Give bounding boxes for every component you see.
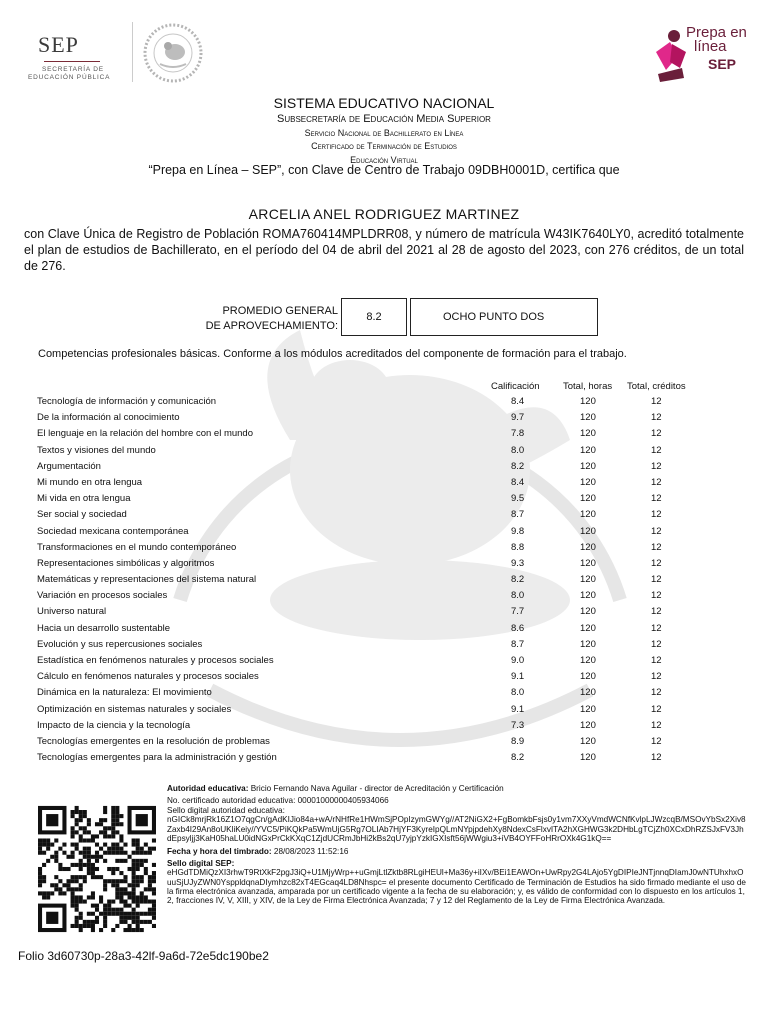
subject-calificacion: 9.1: [511, 703, 525, 715]
table-row: [0, 394, 768, 410]
subject-name: Mi mundo en otra lengua: [37, 476, 143, 488]
subject-name: Tecnologías emergentes en la resolución de problemas: [37, 735, 270, 747]
subject-name: Variación en procesos sociales: [37, 590, 168, 602]
fecha-label: Fecha y hora del timbrado:: [167, 847, 272, 857]
subject-horas: 120: [580, 703, 596, 715]
subject-calificacion: 8.7: [511, 638, 525, 650]
table-row: [0, 540, 768, 556]
subtitle-subsecretaria: Subsecretaría de Educación Media Superior: [277, 113, 491, 125]
table-row: [0, 426, 768, 442]
subject-calificacion: 8.8: [511, 541, 525, 553]
sello-autoridad-label: Sello digital autoridad educativa:: [167, 805, 285, 815]
table-row: [0, 507, 768, 523]
subtitle-educacion-virtual: Educación Virtual: [350, 155, 418, 165]
table-row: [0, 556, 768, 572]
subject-creditos: 12: [651, 671, 662, 683]
subject-calificacion: 9.8: [511, 525, 525, 537]
subject-calificacion: 9.0: [511, 655, 525, 666]
subject-creditos: 12: [651, 396, 662, 407]
subject-name: Cálculo en fenómenos naturales y procesos sociales: [37, 671, 259, 683]
subject-creditos: 12: [651, 687, 662, 699]
subject-horas: 120: [580, 752, 596, 764]
subject-horas: 120: [580, 444, 596, 456]
qr-code-icon: [38, 805, 156, 933]
promedio-label-line2: DE APROVECHAMIENTO:: [205, 320, 338, 332]
subject-creditos: 12: [651, 525, 662, 537]
footer-signatures: [167, 784, 747, 906]
table-row: [0, 621, 768, 637]
folio: Folio 3d60730p-28a3-42lf-9a6d-72e5dc190be2: [18, 949, 269, 963]
subject-name: El lenguaje en la relación del hombre con el mundo: [37, 428, 253, 440]
subject-creditos: 12: [651, 590, 662, 602]
subject-horas: 120: [580, 509, 596, 521]
subject-creditos: 12: [651, 752, 662, 764]
subject-horas: 120: [580, 460, 596, 472]
sello-sep-value: eHGdTDMiQzXI3rhwT9RtXkF2pgJ3iQ+U1MjyWrp++uGmjLtlZktb8RLgiHEUl+Ma36y+iIXv/BEi1EAWOn+UwRpy2G4LAjo5YgDIPIeJNTjnnqDIamJ0wNTUhxhxOuuSjUJyZWN0YsppldqnaDIymhzc82xT4EGcaq4LD8Nhspc=: [167, 868, 744, 887]
subject-creditos: 12: [651, 541, 662, 553]
table-row: [0, 669, 768, 685]
subject-name: Universo natural: [37, 606, 107, 618]
subject-name: Hacia un desarrollo sustentable: [37, 622, 171, 634]
table-row: [0, 685, 768, 701]
subject-creditos: 12: [651, 622, 662, 634]
promedio-label: [180, 304, 338, 334]
subject-calificacion: 8.0: [511, 444, 525, 456]
prepa-logo-text: [686, 26, 747, 54]
prepa-logo-sep: SEP: [708, 56, 737, 72]
table-row: [0, 491, 768, 507]
subject-name: Evolución y sus repercusiones sociales: [37, 638, 203, 650]
subject-horas: 120: [580, 735, 596, 747]
student-paragraph: con Clave Única de Registro de Población ROMA760414MPLDRR08, y número de matrícula W43IK7640LY0, acreditó totalmente el plan de estudios de Bachillerato, en el período del 04 de abril del 2021 al 28 de agosto del 2023, con 276 créditos, de un total de 276.: [24, 227, 744, 273]
header-calificacion: Calificación: [491, 381, 540, 392]
table-row: [0, 734, 768, 750]
subject-name: Argumentación: [37, 460, 101, 472]
table-row: [0, 750, 768, 766]
subject-calificacion: 8.6: [511, 622, 525, 634]
autoridad-label: Autoridad educativa:: [167, 784, 249, 793]
subject-calificacion: 8.4: [511, 476, 525, 488]
subject-name: Estadística en fenómenos naturales y procesos sociales: [37, 655, 274, 666]
table-row: [0, 524, 768, 540]
sep-logo: [14, 22, 126, 80]
table-row: [0, 410, 768, 426]
subject-creditos: 12: [651, 428, 662, 440]
subject-horas: 120: [580, 428, 596, 440]
subject-creditos: 12: [651, 493, 662, 505]
certifies-statement: “Prepa en Línea – SEP”, con Clave de Centro de Trabajo 09DBH0001D, certifica que: [148, 163, 620, 177]
subject-horas: 120: [580, 476, 596, 488]
subject-creditos: 12: [651, 460, 662, 472]
subject-calificacion: 9.1: [511, 671, 525, 683]
subject-calificacion: 8.2: [511, 574, 525, 586]
subject-horas: 120: [580, 412, 596, 424]
subject-horas: 120: [580, 687, 596, 699]
subject-creditos: 12: [651, 655, 662, 666]
table-row: [0, 572, 768, 588]
fecha-value: 28/08/2023 11:52:16: [273, 847, 349, 857]
student-name: ARCELIA ANEL RODRIGUEZ MARTINEZ: [248, 206, 520, 222]
subject-name: Textos y visiones del mundo: [37, 444, 156, 456]
subtitle-servicio: Servicio Nacional de Bachillerato en Línea: [304, 128, 464, 138]
promedio-words: OCHO PUNTO DOS: [410, 298, 598, 336]
subject-name: De la información al conocimiento: [37, 412, 180, 424]
legal-text: el presente documento Certificado de Terminación de Estudios ha sido firmado mediante el uso de la firma electrónica avanzada, amparada por un certificado vigente a la fecha de su elaboración; y, es válido de conformidad con lo dispuesto en los artículos 1, 2, fracciones IV, V, XIII, y XIV, de la Ley de Firma Electrónica Avanzada; 7 y 12 del Reglamento de la Ley de Firma Electrónica Avanzada.: [167, 877, 746, 906]
subject-horas: 120: [580, 574, 596, 586]
subject-creditos: 12: [651, 638, 662, 650]
subject-calificacion: 8.7: [511, 509, 525, 521]
subject-creditos: 12: [651, 557, 662, 569]
subject-calificacion: 9.5: [511, 493, 525, 505]
header-divider: [132, 22, 133, 82]
table-row: [0, 637, 768, 653]
subject-name: Representaciones simbólicas y algoritmos: [37, 557, 215, 569]
table-row: [0, 604, 768, 620]
escudo-nacional-icon: [142, 22, 204, 84]
subject-calificacion: 7.3: [511, 719, 525, 731]
subject-name: Tecnologías emergentes para la administración y gestión: [37, 752, 277, 764]
subject-horas: 120: [580, 719, 596, 731]
table-row: [0, 475, 768, 491]
prepa-en-linea-logo: [652, 22, 756, 84]
subject-calificacion: 8.2: [511, 752, 525, 764]
subject-horas: 120: [580, 396, 596, 407]
subject-horas: 120: [580, 622, 596, 634]
subject-name: Dinámica en la naturaleza: El movimiento: [37, 687, 212, 699]
subject-calificacion: 8.4: [511, 396, 525, 407]
subject-calificacion: 8.0: [511, 590, 525, 602]
sep-logo-line1: SECRETARÍA DE: [42, 66, 104, 73]
subject-calificacion: 8.2: [511, 460, 525, 472]
table-row: [0, 653, 768, 669]
subject-calificacion: 7.7: [511, 606, 525, 618]
subject-creditos: 12: [651, 735, 662, 747]
subject-calificacion: 9.7: [511, 412, 525, 424]
subject-horas: 120: [580, 541, 596, 553]
subject-creditos: 12: [651, 509, 662, 521]
table-row: [0, 443, 768, 459]
sep-logo-text: SEP: [38, 32, 79, 57]
no-certificado: No. certificado autoridad educativa: 00001000000405934066: [167, 796, 389, 806]
subject-calificacion: 9.3: [511, 557, 525, 569]
sep-logo-line2: EDUCACIÓN PÚBLICA: [28, 74, 111, 81]
subject-horas: 120: [580, 493, 596, 505]
sep-logo-bar: [44, 61, 100, 62]
header-total-creditos: Total, créditos: [627, 381, 686, 392]
subject-horas: 120: [580, 525, 596, 537]
subject-creditos: 12: [651, 412, 662, 424]
subject-creditos: 12: [651, 606, 662, 618]
prepa-logo-line1: Prepa en: [686, 24, 747, 41]
subtitle-certificado: Certificado de Terminación de Estudios: [311, 141, 457, 151]
document-title: SISTEMA EDUCATIVO NACIONAL: [273, 95, 495, 111]
subject-creditos: 12: [651, 476, 662, 488]
table-row: [0, 718, 768, 734]
subject-calificacion: 8.9: [511, 735, 525, 747]
table-row: [0, 459, 768, 475]
subject-calificacion: 7.8: [511, 428, 525, 440]
subject-name: Tecnología de información y comunicación: [37, 396, 217, 407]
subject-creditos: 12: [651, 719, 662, 731]
subject-horas: 120: [580, 590, 596, 602]
header-total-horas: Total, horas: [563, 381, 613, 392]
subject-horas: 120: [580, 655, 596, 666]
subject-horas: 120: [580, 606, 596, 618]
subject-horas: 120: [580, 671, 596, 683]
subject-creditos: 12: [651, 703, 662, 715]
autoridad-value: Bricio Fernando Nava Aguilar - director de Acreditación y Certificación: [250, 784, 504, 793]
subject-horas: 120: [580, 638, 596, 650]
subject-calificacion: 8.0: [511, 687, 525, 699]
table-row: [0, 588, 768, 604]
prepa-logo-line2: línea: [694, 38, 727, 55]
promedio-value: 8.2: [341, 298, 407, 336]
subject-name: Ser social y sociedad: [37, 509, 127, 521]
subject-name: Sociedad mexicana contemporánea: [37, 525, 189, 537]
subject-name: Optimización en sistemas naturales y sociales: [37, 703, 232, 715]
subjects-table: [0, 394, 768, 766]
subject-name: Transformaciones en el mundo contemporáneo: [37, 541, 237, 553]
subject-horas: 120: [580, 557, 596, 569]
subject-name: Impacto de la ciencia y la tecnología: [37, 719, 191, 731]
sello-sep-label: Sello digital SEP:: [167, 858, 235, 868]
table-row: [0, 702, 768, 718]
subject-name: Mi vida en otra lengua: [37, 493, 131, 505]
subject-name: Matemáticas y representaciones del sistema natural: [37, 574, 257, 586]
sello-autoridad-value: nGICk8mrjRk16Z1O7qgCn/gAdKIJio84a+wA/rNHfRe1HWmSjPOpIzymGWYg//AT2NiGX2+FgBomkbFsjs0y1vm7XXyVmdWCNfKvlpLJWzcqB/MSOvYbSx2Xiv8Zaxb4I29An8oUKliKeiy//YVC5/PiKQkPa5WmUjG5Rg7OLIAb7HjYF3KyreIpQLmNYpjpdehXy8NdexCsFlxvITA2hXGHWG3k2DHbLgTCjZh0XCxDhRZSJxFV3JhdEpsyljj3KaH05haLU0idNGxPrCkKXqC1ZjdUCRmJbHi2kBs2qU7yjpYzkIGXIsft56jWWgiu3+iVB4OYFFoHRrOXk4G1kQ==: [167, 815, 746, 844]
promedio-label-line1: PROMEDIO GENERAL: [222, 305, 338, 317]
competencias-text: Competencias profesionales básicas. Conforme a los módulos acreditados del componente de formación para el trabajo.: [38, 348, 627, 360]
subject-creditos: 12: [651, 574, 662, 586]
subject-creditos: 12: [651, 444, 662, 456]
